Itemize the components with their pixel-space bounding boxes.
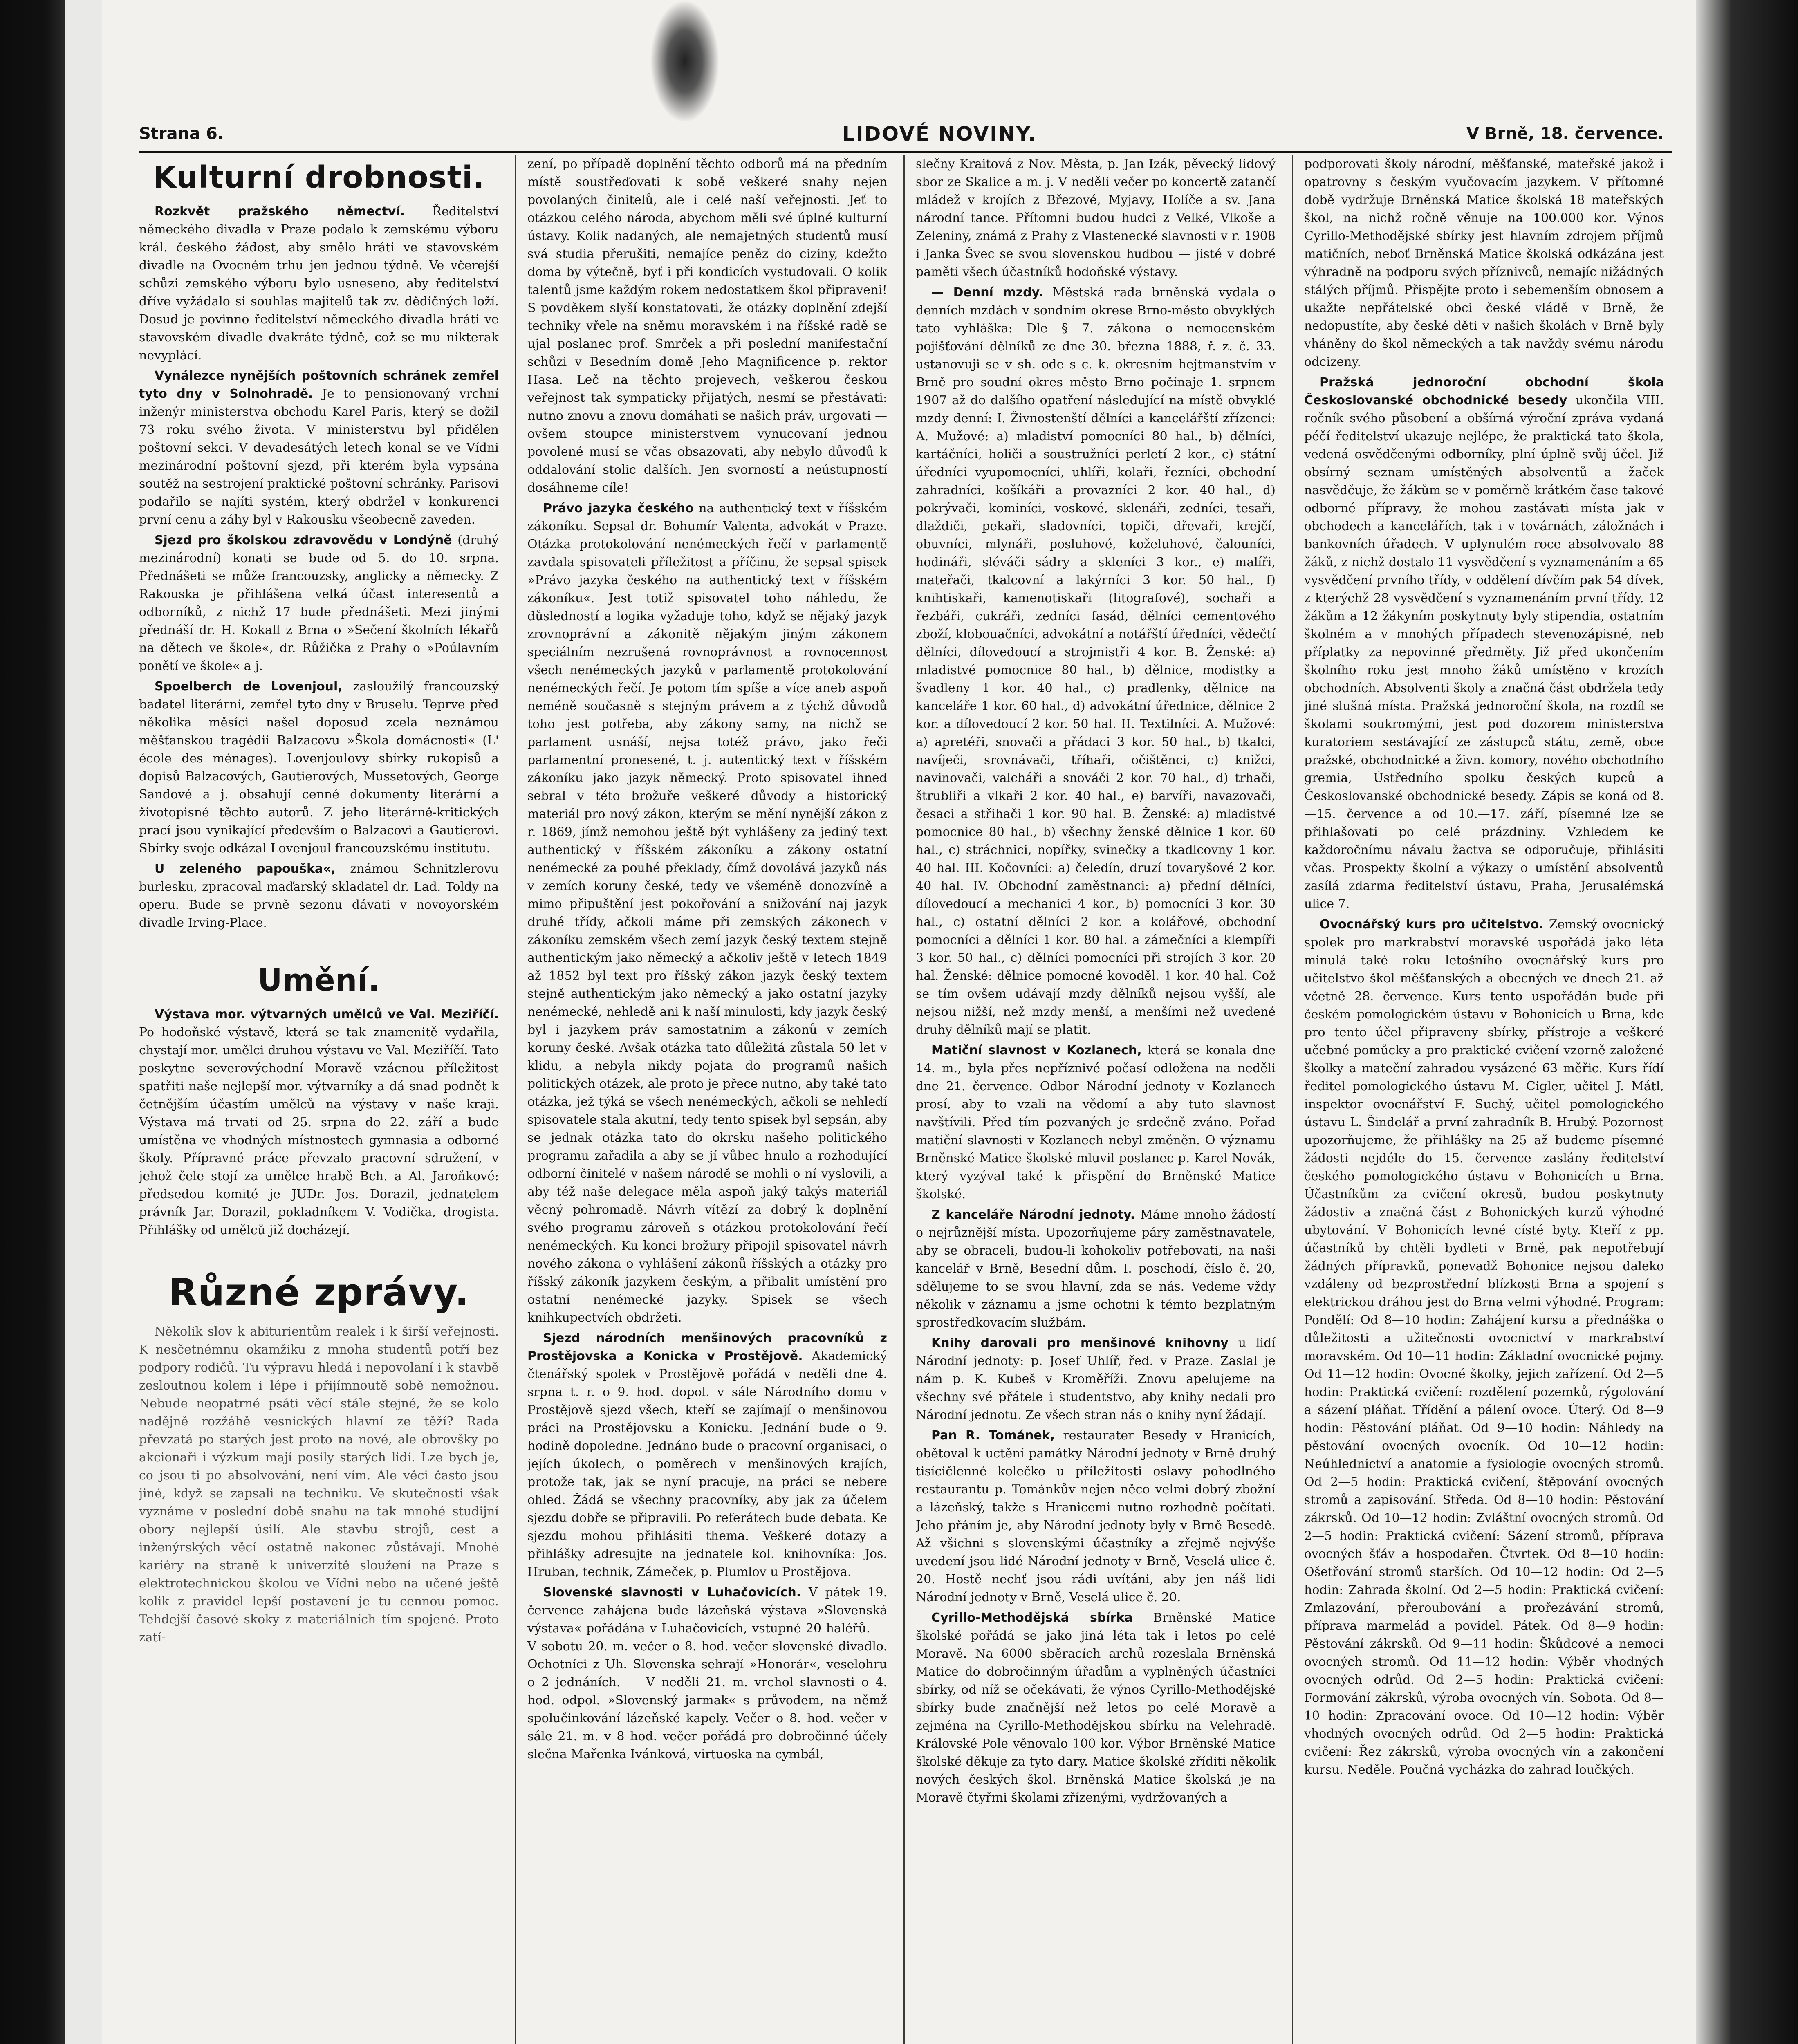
article [527, 1584, 887, 1764]
article-headline: Rozkvět pražského němectví. [155, 204, 405, 219]
article-body: Brněnské Matice školské pořádá se jako jiná léta tak i letos po celé Moravě. Na 6000 sběracích archů rozeslala Brněnská Matice do dobročinným úřadům a vyplněných účastníci sbírky, od níž se očekávati, že výnos Cyrillo-Methodějské sbírky bude značnější než letos po celé Moravě a zejména na Cyrillo-Methodějskou sbírku na Velehradě. Královské Pole věnovalo 100 kor. Výbor Brněnské Matice školské děkuje za tyto dary. Matice školské zříditi několik nových českých škol. Brněnská Matice školská je na Moravě čtyřmi školami zřízenými, vydržovaných a [916, 1611, 1276, 1805]
article-body: ukončila VIII. ročník svého působení a obšírná výroční zpráva vydaná péčí ředitelství ukazuje nejlépe, že praktická tato škola, vedená osvědčenými odborníky, plní úplně svůj účel. Již obsírný seznam umístěných absolventů a žaček nasvědčuje, že žákům se v poměrně krátkém čase takové odborné přípravy, že mohou zastávati místa jak v obchodech a kancelářích, tak i v továrnách, záložnách i bankovních úřadech. V uplynulém roce absolvovalo 88 žáků, z nichž dostalo 11 vysvědčení s vyznamenáním a 65 vysvědčení prvního třídy, v oddělení dívčím pak 54 dívek, z kterýchž 28 vysvědčení s vyznamenáním první třídy. 12 žákům a 12 žákyním poskytnuty byly stipendia, ostatním školném a v mnohých případech stevenozápisné, neb příplatky za nepovinné předměty. Již před ukončením školního roku jest mnoho žáků umístěno v krozích obchodních. Absolventi školy a značná část obdržela tedy jiné slušná místa. Pražská jednoroční škola, na rozdíl se školami soukromými, jest pod dozorem ministerstva kuratoriem sestávající ze zástupců státu, země, obce pražské, obchodnické a živn. komory, nového obchodního gremia, Ústředního spolku českých kupců a Českoslovanské obchodnické besedy. Zápis se koná od 8.—15. července a od 10.—17. září, písemné lze se přihlašovati po celé prázdniny. Vzhledem ke každoročnímu návalu žactva se odporučuje, přihlásiti včas. Prospekty školní a výkazy o umístění absolventů zasílá zdarma ředitelství ústavu, Praha, Jerusalémská ulice 7. [1304, 393, 1664, 911]
article-headline: Ovocnářský kurs pro učitelstvo. [1320, 917, 1544, 932]
article [139, 1323, 499, 1647]
article [916, 155, 1276, 281]
article [139, 678, 499, 858]
article-body: Zemský ovocnický spolek pro markrabství moravské uspořádá jako léta minulá také roku letošního ovocnářský kurs pro učitelstvo škol měšťanských a obecných ve dnech 21. až včetně 28. července. Kurs tento uspořádán bude při českém pomologickém ústavu v Bohonicích u Brna, kde pro tento účel připraveny sbírky, přístroje a veškeré učebné pomůcky a pro praktické cvičení vzorně založené školky a mateční zahradou vysázené 63 měřic. Kurs řídí ředitel pomologického ústavu M. Cigler, učitel J. Mátl, inspektor ovocnářství F. Suchý, učitel pomologického ústavu L. Šindelář a první zahradník B. Hrubý. Pozornost upozorňujeme, že přihlášky na 25 až budeme písemné žádosti nejdéle do 15. července zaslány ředitelství českého pomologického ústavu v Bohonicích u Brna. Účastníkům za cvičení okresů, budou poskytnuty žádostiv a značná část z Bohonických kurzů výhodné ubytování. V Bohonicích levné císté byty. Kteří z pp. účastníků by chtěli bydleti v Brně, pak nepotřebují žádných přípravků, ponevadž Bohonice nejsou daleko vzdáleny od bezprostřední blízkosti Brna a spojení s elektrickou dráhou jest do Brna velmi výhodné. Program: Pondělí: Od 8—10 hodin: Zahájení kursu a přednáška o důležitosti a užitečnosti ovocnictví v markrabství moravském. Od 10—11 hodin: Základní ovocnické pojmy. Od 11—12 hodin: Ovocné školky, jejich zařízení. Od 2—5 hodin: Praktická cvičení: rozdělení pozemků, rýgolování a sázení pláňat. Třídění a pálení ovoce. Úterý. Od 8—9 hodin: Pěstování pláňat. Od 9—10 hodin: Náhledy na pěstování ovocných ovocník. Od 10—12 hodin: Neúhlednictví a anatomie a fysiologie ovocných stromů. Od 2—5 hodin: Praktická cvičení, štěpování ovocných stromů a zapisování. Středa. Od 8—10 hodin: Pěstování zákrsků. Od 10—12 hodin: Zvláštní ovocných stromů. Od 2—5 hodin: Praktická cvičení: Sázení stromů, příprava ovocných šťáv a hospodařen. Čtvrtek. Od 8—10 hodin: Ošetřování stromů starších. Od 10—12 hodin: Od 2—5 hodin: Zahrada školní. Od 2—5 hodin: Praktická cvičení: Zmlazování, přeroubování a prořezávání stromů, příprava marmelád a povidel. Pátek. Od 8—9 hodin: Pěstování zákrsků. Od 9—11 hodin: Škůdcové a nemoci ovocných stromů. Od 11—12 hodin: Výběr vhodných ovocných odrůd. Od 2—5 hodin: Praktická cvičení: Formování zákrsků, výroba ovocných vín. Sobota. Od 8—10 hodin: Zpracování ovoce. Od 10—12 hodin: Výběr vhodných ovocných odrůd. Od 2—5 hodin: Praktická cvičení: Řez zákrsků, výroba ovocných vín a zakončení kursu. Neděle. Poučná vycházka do zahrad loučkých. [1304, 917, 1664, 1777]
article-headline: Matiční slavnost v Kozlanech, [931, 1043, 1142, 1058]
masthead [139, 123, 1672, 153]
article-body: restaurater Besedy v Hranicích, obětoval k uctění památky Národní jednoty v Brně druhý tisícičlenné kolečko u příležitosti oslavy pohodlného restaurantu p. Tománkův nejen něco velmi dobrý zbožní a lázeňský, takže s Hranicemi nutno rozhodně počítati. Jeho přáním je, aby Národní jednoty byly v Brně Besedě. Až všichni s slovenskými účastníky a zřejmě nejvýše uvedení jsou lidé Národní jednoty v Brně, Veselá ulice č. 20. Hostě nechť jsou rádi uvítáni, aby jen náš lidi Národní jednoty v Brně, Veselá ulice č. 20. [916, 1428, 1276, 1605]
section-heading-culture: Kulturní drobnosti. [153, 160, 485, 195]
section-heading-art: Umění. [258, 963, 380, 998]
article-body: Máme mnoho žádostí o nejrůznější místa. Upozorňujeme páry zaměstnavatele, aby se obraceli, budou-li kohokoliv potřebovati, na naši kancelář v Brně, Besední dům. I. poschodí, číslo č. 20, sdělujeme to se svou hlavní, zda se nás. Vedeme vždy několik v záznamu a jsme ochotni k témto bezplatným sprostředkovacím službám. [916, 1208, 1276, 1330]
article [916, 1334, 1276, 1424]
article-headline: Slovenské slavnosti v Luhačovicích. [543, 1585, 801, 1600]
article-body: Po hodoňské výstavě, která se tak znamenitě vydařila, chystají mor. umělci druhou výstavu ve Val. Meziříčí. Tato poskytne severovýchodní Moravě vzácnou příležitost spatřiti naše nejlepší mor. výtvarníky a dá snad podnět k četnějším účastím umělců na výstavy v naše kraji. Výstava má trvati od 25. srpna do 22. září a bude umístěna ve vhodných místnostech gymnasia a odborné školy. Přípravné práce převzalo pracovní sdružení, v jehož čele stojí za umělce hrabě Bch. a Al. Jaroňkové: předsedou komité je JUDr. Jos. Dorazil, jednatelem právník Jar. Dorazil, pokladníkem V. Vodička, drogista. Přihlášky od umělců již docházejí. [139, 1025, 499, 1237]
scan-right-edge [1696, 0, 1798, 2044]
article-body: zasloužilý francouzský badatel literární, zemřel tyto dny v Bruselu. Teprve před několika měsíci našel doposud zcela neznámou měšťanskou tragédii Balzacovu »Škola domácnosti« (L' école des ménages). Lovenjoulovy sbírky rukopisů a dopisů Balzacových, Gautierových, Mussetových, George Sandové a j. obsahují cenné dokumenty literární a životopisné těchto autorů. Z jeho literárně-kritických prací jsou vynikající především o Balzacovi a Gautierovi. Sbírky svoje odkázal Lovenjoul francouzskému institutu. [139, 679, 499, 856]
article [1304, 916, 1664, 1779]
article-body: na authentický text v říšském zákoníku. Sepsal dr. Bohumír Valenta, advokát v Praze. Otázka protokolování nenémeckých řečí v parlamentě zavdala spisovateli příležitost a příčinu, že sepsal spisek »Právo jazyka českého na authentický text v říšském zákoníku«. Jest totiž spisovatel toho náhledu, že důsledností a logika vyžaduje toho, když se nějaký jazyk zrovnoprávní a zákonitě nějakým jiným zákonem speciálním nezrušená rovnoprávnost a rovnocennost všech nenémeckých jazyků v parlamentě protokolování nenémeckých řečí. Je potom tím spíše a více aneb aspoň neméně současně s stejným právem a z týchž důvodů toho jest potřeba, aby zákony samy, na nichž se parlament usnáší, nejsa totéž právo, jako řeči parlamentní pronesené, t. j. autentický text v říšském zákoníku jako jazyk německý. Proto spisovatel ihned sebral v této brožuře veškeré důvody a historický materiál pro nový zákon, kterým se mění nynější zákon z r. 1869, jímž nemohou ještě být vyhlášeny za jediný text authentický v říšském zákoníku a zákony ostatní nenémecké za pouhé překlady, čímž dovolává jazyků nás v zemích koruny české, tedy ve všeméně donozvíně a mimo připuštění jest pokořování a snižování naj jazyk druhé třídy, ačkoli máme při zemských zákonech v zákoníku zemském všech zemí jazyk český textem stejně authentickým jako německý a ačkoliv ještě v letech 1849 až 1852 byl text pro říšský zákon jazyk český textem stejně authentickým jako německý a jako ostatní jazyky nenémecké, nehledě ani k naší minulosti, kdy jazyk český byl i jazykem práv samostatnim a zákonů v zemích koruny české. Avšak otázka tato důležitá zůstala 50 let v klidu, a nebyla nikdy pojata do programů našich politických otázek, ale proto je přece nutno, aby také tato otázka, jež týká se všech nenémeckých, ačkoli se nehledí spisovatele stala akutní, tedy tento spisek byl sepsán, aby se jednak otázka tato do okrsku našeho politického programu zařadila a aby se jí vůbec hnulo a rozhodující odborní činitelé v našem národě se mohli o ní vyslovili, a aby též naše delegace měla aspoň jaký takýs materiál věcný pohromadě. Návrh vítězí za dobrý k doplnění svého programu zároveň s otázkou protokolování řečí nenémeckých. Ku konci brožury připojil spisovatel návrh nového zákona o vyhlášení zákonů říšských a otázky pro říšský zákoník jazykem českým, a přibalit umístění pro ostatní nenémecké jazyky. Spisek se všech knihkupectvích obdržeti. [527, 501, 887, 1325]
article-body: V pátek 19. července zahájena bude lázeňská výstava »Slovenská výstava« pořádána v Luhačovicích, vstupné 20 haléřů. — V sobotu 20. m. večer o 8. hod. večer slovenské divadlo. Ochotníci z Uh. Slovenska sehrají »Honorár«, veselohru o 2 jednáních. — V neděli 21. m. vrchol slavnosti o 4. hod. odpol. »Slovenský jarmak« s průvodem, na němž spolučinkování lázeňské kapely. Večer o 8. hod. večer v sále 21. m. v 8 hod. večer pořádá pro dobročinné účely slečna Mařenka Ivánková, virtuoska na cymbál, [527, 1585, 887, 1762]
article [916, 1206, 1276, 1332]
issue-date: V Brně, 18. července. [1466, 124, 1664, 143]
column-4 [1304, 155, 1664, 2044]
newspaper-title: LIDOVÉ NOVINY. [842, 123, 1037, 146]
column-1 [139, 155, 499, 2044]
article-headline: Sjezd pro školskou zdravovědu v Londýně [155, 533, 452, 547]
scan-left-edge [0, 0, 65, 2044]
article-body: Akademický čtenářský spolek v Prostějově pořádá v neděli dne 4. srpna t. r. o 9. hod. dopol. v sále Národního domu v Prostějově sjezd všech, kteří se zajímají o menšinovou práci na Prostějovsku a Konicku. Jednání bude o 9. hodině dopoledne. Jednáno bude o pracovní organisaci, o jejích úkolech, o poměrech v menšinových krajích, protože tak, jak se nyní pracuje, na práci se nebere ohled. Žádá se všechny pracovníky, aby jak za účelem sjezdu dobře se připravili. Po referátech bude debata. Ke sjezdu mohou přihlásiti thema. Veškeré dotazy a přihlášky adresujte na jednatele kol. knihovníka: Jos. Hruban, technik, Zámeček, p. Plumlov u Prostějova. [527, 1349, 887, 1579]
article-body: známou Schnitzlerovu burlesku, zpracoval maďarský skladatel dr. Lad. Toldy na operu. Bude se prvně sezonu dávati v novoyorském divadle Irving-Place. [139, 862, 499, 930]
article-headline: Sjezd národních menšinových pracovníků z Prostějovska a Konicka v Prostějově. [527, 1331, 887, 1363]
newspaper-page [102, 0, 1705, 2044]
article-headline: Cyrillo-Methodějská sbírka [931, 1611, 1133, 1625]
column-rule [1292, 155, 1293, 2044]
column-3 [916, 155, 1276, 2044]
section-heading-misc-news: Různé zprávy. [168, 1271, 470, 1314]
article-headline: Knihy darovali pro menšinové knihovny [931, 1336, 1229, 1350]
article [139, 1006, 499, 1239]
article-body: Je to pensionovaný vrchní inženýr ministerstva obchodu Karel Paris, který se dožil 73 roku svého života. V ministerstvu byl přidělen poštovní sekci. V devadesátých letech konal se ve Vídni mezinárodní poštovní sjezd, při kterém byla vypsána soutěž na sestrojení praktické poštovní schránky. Parisovi podařilo se najíti systém, který obdržel v konkurenci první cenu a záhy byl v Rakousku všeobecně zaveden. [139, 387, 499, 527]
article [916, 1609, 1276, 1807]
article [527, 155, 887, 497]
page-number: Strana 6. [139, 124, 224, 143]
article-body: (druhý mezinárodní) konati se bude od 5. do 10. srpna. Přednášeti se může francouzsky, anglicky a německy. Z Rakouska je přihlášena velká účast interesentů a odborníků, z nichž 17 bude přednášeti. Mezi jinými přednáší dr. H. Kokall z Brna o »Sečení školních lékařů na dětech ve škole«, dr. Růžička z Prahy o »Poúlavním ponětí ve škole« a j. [139, 533, 499, 673]
article-body: slečny Kraitová z Nov. Města, p. Jan Izák, pěvecký lidový sbor ze Skalice a m. j. V neděli večer po koncertě zatančí mládež v krojích z Březové, Myjavy, Holíče a sv. Jana národní tance. Přítomni budou hudci z Velké, Vlkoše a Zeleniny, známá z Prahy z Vlastenecké slavnosti v r. 1908 i Janka Švec se svou slovenskou hudbou — jisté v dobré paměti všech účastníků hodoňské výstavy. [916, 157, 1276, 279]
article-headline: Pan R. Tománek, [931, 1428, 1055, 1443]
article-headline: Právo jazyka českého [543, 501, 694, 515]
column-rule [515, 155, 516, 2044]
article-body: Městská rada brněnská vydala o denních mzdách v sondním okrese Brno-město obvyklých tato vyhláška: Dle § 7. zákona o nemocenském pojišťování dělníků ze dne 30. března 1888, ř. z. č. 33. ustanovuji se v sh. ode s c. k. okresním hejtmanstvím v Brně pro soudní okres město Brno počínaje 1. srpnem 1907 až do dalšího opatření následující na místě obvyklé mzdy denní: I. Živnostenští dělníci a kancelářští zřízenci: A. Mužové: a) mladiství pomocníci 80 hal., b) dělníci, kartáčníci, holiči a soustružníci perletí 2 kor., c) státní úředníci vyupomocníci, uhlíři, kolaři, řezníci, obchodní zahradníci, košíkáři a provazníci 2 kor. 40 hal., d) pokrývači, kominíci, voskové, sklenáři, zedníci, tesaři, dlaždiči, pekaři, sladovníci, topiči, dřevaři, krejčí, obuvníci, mlynáři, posluhové, koželuhové, čalouníci, hodináři, sléváči sádry a skleníci 3 kor., e) malíři, mateřači, tkalcovní a lakýrníci 3 kor. 50 hal., f) knihtiskaři, kamenotiskaři (litografové), sochaři a řezbáři, cukráři, zedníci fasád, dělníci cementového zboží, klobouačníci, advokátní a notářští úředníci, vědečtí dělníci, dílovedoucí a strojmistři 4 kor. B. Ženské: a) mladistvé pomocnice 80 hal., b) dělnice, modistky a švadleny 1 kor. 40 hal., c) pradlenky, dělnice na kanceláře 1 kor. 60 hal., d) advokátní úřednice, dělnice 2 kor. a dílovedoucí 2 kor. 50 hal. II. Textilníci. A. Mužové: a) apretéři, snovači a přádaci 3 kor. 50 hal., b) tkalci, navíječi, srovnávači, tříhaři, očištěnci, c) knižci, navinovači, valcháři a snováči 2 kor. 70 hal., d) trhači, štrubliři a vlkaři 2 kor. 40 hal., e) barvíři, navazovači, česaci a střihači 1 kor. 90 hal. B. Ženské: a) mladistvé pomocnice 80 hal., b) všechny ženské dělnice 1 kor. 60 hal., c) stráchnici, nopířky, svinečky a tkadlcovny 1 kor. 40 hal. III. Kočovníci: a) čeledín, druzí tovaryšové 2 kor. 40 hal. IV. Obchodní zaměstnanci: a) přední dělníci, dílovedoucí a mechanici 4 kor., b) pomocníci 3 kor. 30 hal., c) ostatní dělníci 2 kor. a kolářové, obchodní pomocníci a dělníci 1 kor. 80 hal. a zámečníci a klempíři 3 kor. 50 hal., c) dělníci pomocníci při strojích 3 kor. 20 hal. Ženské: dělnice pomocné kovoděl. 1 kor. 40 hal. Což se tím ovšem udávají mzdy dělníků nejsou vyšší, ale nejsou nižší, než mzdy menší, a menšími než uvedené druhy dělníků mají se platit. [916, 285, 1276, 1037]
article [1304, 374, 1664, 913]
article-headline: Z kanceláře Národní jednoty. [931, 1208, 1135, 1222]
article-body: Několik slov k abiturientům realek i k širší veřejnosti. K nesčetnémnu okamžiku z mnoha studentů potří bez podpory rodičů. Tu výpravu hledá i nepovolaní i k stavbě zesloutnou kolem i lépe i přijímnoutě sobě nemožnou. Nebude neopatrné psáti věcí stále stejné, že se kolo nadějně rozžáhě vesnických hlavní ze těží? Rada převzatá po starých jest proto na nové, ale obrovšky po akcionaři i výzkum mají posily starých lidí. Lze bych je, co jsou ti po absolvování, není vím. Ale věci často jsou jiné, když se zapsali na techniku. Ve skutečnosti však vyznáme v poslední době snahu na tak mnohé studijní obory nejlepší úsilí. Ale stavbu strojů, cest a inženýrských věcí ostatně nakonec zůstávají. Mnohé kariéry na straně k univerzitě sloužení na Praze s elektrotechnickou školou ve Vídni nebo na učené ještě kolik z pravidel lepší postavení je tu cennou pomoc. Tehdejší časové skoky z materiálních tím spojené. Proto zatí- [139, 1325, 499, 1645]
article [916, 1427, 1276, 1607]
article [916, 1042, 1276, 1204]
article-headline: Spoelberch de Lovenjoul, [155, 679, 343, 694]
article [527, 1329, 887, 1581]
article-headline: — Denní mzdy. [931, 285, 1043, 300]
article [139, 203, 499, 365]
article-body: zení, po případě doplnění těchto odborů má na předním místě soustřeďovati k sobě veškeré snahy nejen povolaných činitelů, ale i celé naší veřejnosti. Jeť to otázkou celého národa, abychom měli své úplné kulturní ústavy. Kolik nadaných, ale nemajetných studentů musí svá studia přerušiti, nemajíce peněz do ciziny, kdežto doma by výtečně, byť i při kondicích vystudovali. O kolik talentů jsme každým rokem nedostatkem škol připraveni! S povděkem slyší konstatovati, že otázky doplnění zdejší techniky vřele na sněmu moravském i na říšské radě se ujal poslanec prof. Smrček a při poslední manifestační schůzi v Besedním domě Jeho Magnificence p. rektor Hasa. Leč na těchto projevech, veškerou českou veřejnost tak sympaticky přijatých, nesmí se přestávati: nutno znovu a znovu domáhati se našich práv, urgovati — ovšem stoupce ministerstvem vynucovaní jednou povolené musí se včas obsazovati, aby nebylo důvodů k oddalování stolic dalších. Jen svorností a neústupností dosáhneme cíle! [527, 157, 887, 495]
article-body: která se konala dne 14. m., byla přes nepříznivé počasí odložena na neděli dne 21. července. Odbor Národní jednoty v Kozlanech prosí, aby to vzali na vědomí a aby tuto slavnost navštívili. Před tím pozvaných je srdečně zváno. Pořad matiční slavnosti v Kozlanech nebyl změněn. O významu Brněnské Matice školské mluvil poslanec p. Karel Novák, který vyzýval také k přispění do Brněnské Matice školské. [916, 1043, 1276, 1201]
article-headline: Pražská jednoroční obchodní škola Českoslovanské obchodnické besedy [1304, 375, 1664, 408]
column-2 [527, 155, 887, 2044]
article [139, 531, 499, 675]
article [139, 367, 499, 529]
article [916, 284, 1276, 1039]
article-headline: U zeleného papouška«, [155, 862, 336, 876]
article [139, 860, 499, 932]
article [1304, 155, 1664, 371]
article-headline: Vynálezce nynějších poštovních schránek zemřel tyto dny v Solnohradě. [139, 369, 499, 401]
column-rule [903, 155, 905, 2044]
article-body: podporovati školy národní, měšťanské, mateřské jakož i opatrovny s českým vyučovacím jazykem. V přítomné době vydržuje Brněnská Matice školská 18 mateřských škol, na nichž ročně věnuje na 100.000 kor. Výnos Cyrillo-Methodějské sbírky jest hlavním zdrojem příjmů matičních, neboť Brněnská Matice školská odkázána jest výhradně na podporu svých příznivců, nemajíc nižádných stálých příjmů. Přispějte proto i sebemenším obnosem a ukažte nepřátelské obci české vládě v Brně, že nedopustíte, aby české děti v našich školách v Brně byly vháněny do škol německých a tak navždy svému národu odcizeny. [1304, 157, 1664, 369]
article-body: Ředitelství německého divadla v Praze podalo k zemskému výboru král. českého žádost, aby smělo hráti ve stavovském divadle na Ovocném trhu jen jednou týdně. Ve včerejší schůzi zemského výboru bylo usneseno, aby ředitelství dříve vyžádalo si souhlas majitelů tak zv. dědičných loží. Dosud je povinno ředitelství německého divadla hráti ve stavovském divadle dvakráte týdně, což se mu nikterak nevyplácí. [139, 204, 499, 363]
article-headline: Výstava mor. výtvarných umělců ve Val. Meziříčí. [155, 1007, 499, 1022]
article [527, 500, 887, 1327]
article-body: u lidí Národní jednoty: p. Josef Uhlíř, řed. v Praze. Zaslal je nám p. K. Kubeš v Kroměříži. Znovu apelujeme na všechny své přátele i studentstvo, aby knihy nedali pro Národní jednotu. Ze všech stran nás o knihy nyní žádají. [916, 1336, 1276, 1422]
binding-blot [650, 0, 720, 123]
